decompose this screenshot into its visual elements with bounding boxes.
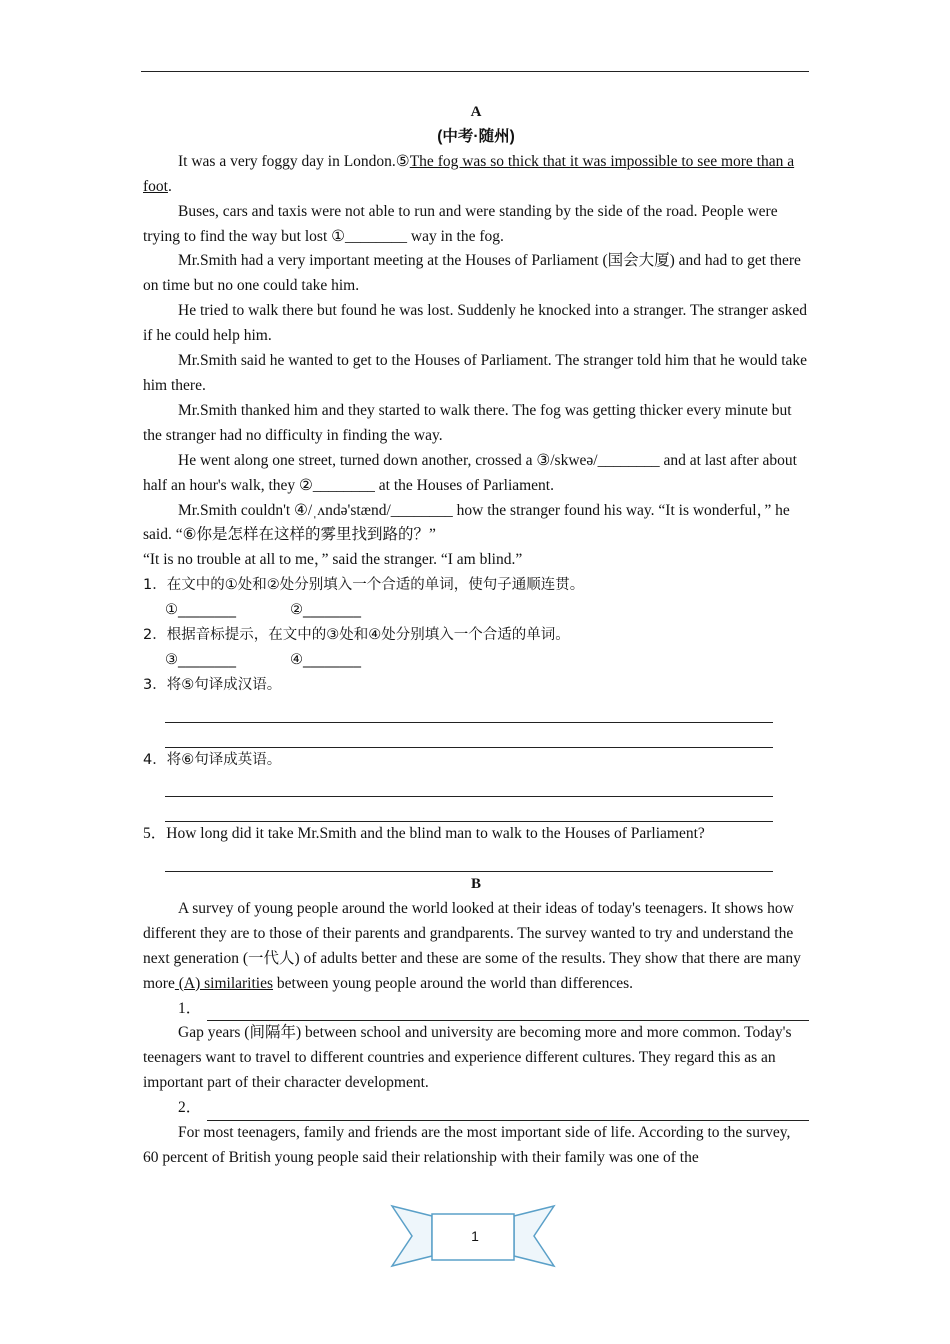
similarities-underlined: (A) similarities bbox=[174, 974, 274, 992]
source-label: (中考·随州) bbox=[437, 127, 515, 145]
passage-a-paragraph-4: He tried to walk there but found he was lost. Suddenly he knocked into a stranger. The stranger asked if he could help him. bbox=[143, 302, 808, 345]
header-rule bbox=[141, 71, 809, 72]
document-body bbox=[143, 100, 809, 1171]
question-1-blanks bbox=[143, 598, 809, 623]
passage-a-paragraph-7: He went along one street, turned down another, crossed a ③/skweə/________ and at last after about half an hour's walk, they ②________ at the Houses of Parliament. bbox=[143, 451, 797, 494]
section-b-title: B bbox=[470, 876, 481, 893]
passage-a-paragraph-9: “It is no trouble at all to me，” said the stranger. “I am blind.” bbox=[143, 551, 523, 569]
answer-line-q3-2[interactable] bbox=[165, 723, 773, 748]
passage-b-blank-1[interactable]: 1． bbox=[143, 997, 809, 1022]
answer-blank-1[interactable]: ①________ bbox=[165, 602, 236, 619]
page-number: 1 bbox=[471, 1228, 479, 1244]
question-1: 1．在文中的①处和②处分别填入一个合适的单词，使句子通顺连贯。 bbox=[143, 577, 585, 594]
answer-blank-3[interactable]: ③________ bbox=[165, 651, 236, 668]
passage-b-blank-2[interactable]: 2． bbox=[143, 1096, 809, 1121]
answer-line-q4-1[interactable] bbox=[165, 772, 773, 797]
answer-blank-4[interactable]: ④________ bbox=[290, 651, 361, 668]
answer-blank-2[interactable]: ②________ bbox=[290, 602, 361, 619]
passage-a-paragraph-6: Mr.Smith thanked him and they started to walk there. The fog was getting thicker every minute but the stranger had no difficulty in finding the way. bbox=[143, 401, 792, 444]
answer-line-q4-2[interactable] bbox=[165, 797, 773, 822]
passage-b-paragraph-3: For most teenagers, family and friends are the most important side of life. According to the survey, 60 percent of British young people said their relationship with their family was one of the bbox=[143, 1124, 791, 1166]
answer-line-q3-1[interactable] bbox=[165, 698, 773, 723]
question-3: 3．将⑤句译成汉语。 bbox=[143, 676, 282, 693]
answer-line-q5[interactable] bbox=[165, 847, 773, 872]
passage-a-paragraph-1: It was a very foggy day in London.⑤The fog was so thick that it was impossible to see more than a foot. bbox=[143, 152, 795, 195]
passage-b-paragraph-2: Gap years (间隔年) between school and university are becoming more and more common. Today's teenagers want to travel to different countries and experience different cultures. They regard this as an important part of their character development. bbox=[143, 1024, 792, 1092]
passage-a-paragraph-2: Buses, cars and taxis were not able to run and were standing by the side of the road. People were trying to find the way but lost ①________ way in the fog. bbox=[143, 202, 778, 245]
question-4: 4．将⑥句译成英语。 bbox=[143, 751, 282, 768]
question-5: 5．How long did it take Mr.Smith and the blind man to walk to the Houses of Parliament? bbox=[143, 825, 705, 843]
question-2-blanks bbox=[143, 648, 809, 673]
passage-a-paragraph-5: Mr.Smith said he wanted to get to the Houses of Parliament. The stranger told him that he would take him there. bbox=[143, 352, 808, 394]
sentence-5-underlined: The fog was so thick that it was impossible to see more than a foot bbox=[143, 152, 795, 195]
passage-b-paragraph-1: A survey of young people around the world looked at their ideas of today's teenagers. It shows how different they are to those of their parents and grandparents. The survey wanted to try and understand the next generation (一代人) of adults better and these are some of the results. They show that there are many more (A) similarities between young people around the world than differences. bbox=[143, 899, 801, 992]
question-2: 2．根据音标提示，在文中的③处和④处分别填入一个合适的单词。 bbox=[143, 627, 570, 644]
passage-a-paragraph-3: Mr.Smith had a very important meeting at the Houses of Parliament (国会大厦) and had to get there on time but no one could take him. bbox=[143, 252, 801, 295]
passage-a-paragraph-8: Mr.Smith couldn't ④/ˌʌndə'stænd/________ how the stranger found his way. “It is wonderful，” he said. “⑥你是怎样在这样的雾里找到路的？” bbox=[143, 501, 790, 544]
section-a-title: A bbox=[470, 104, 482, 120]
